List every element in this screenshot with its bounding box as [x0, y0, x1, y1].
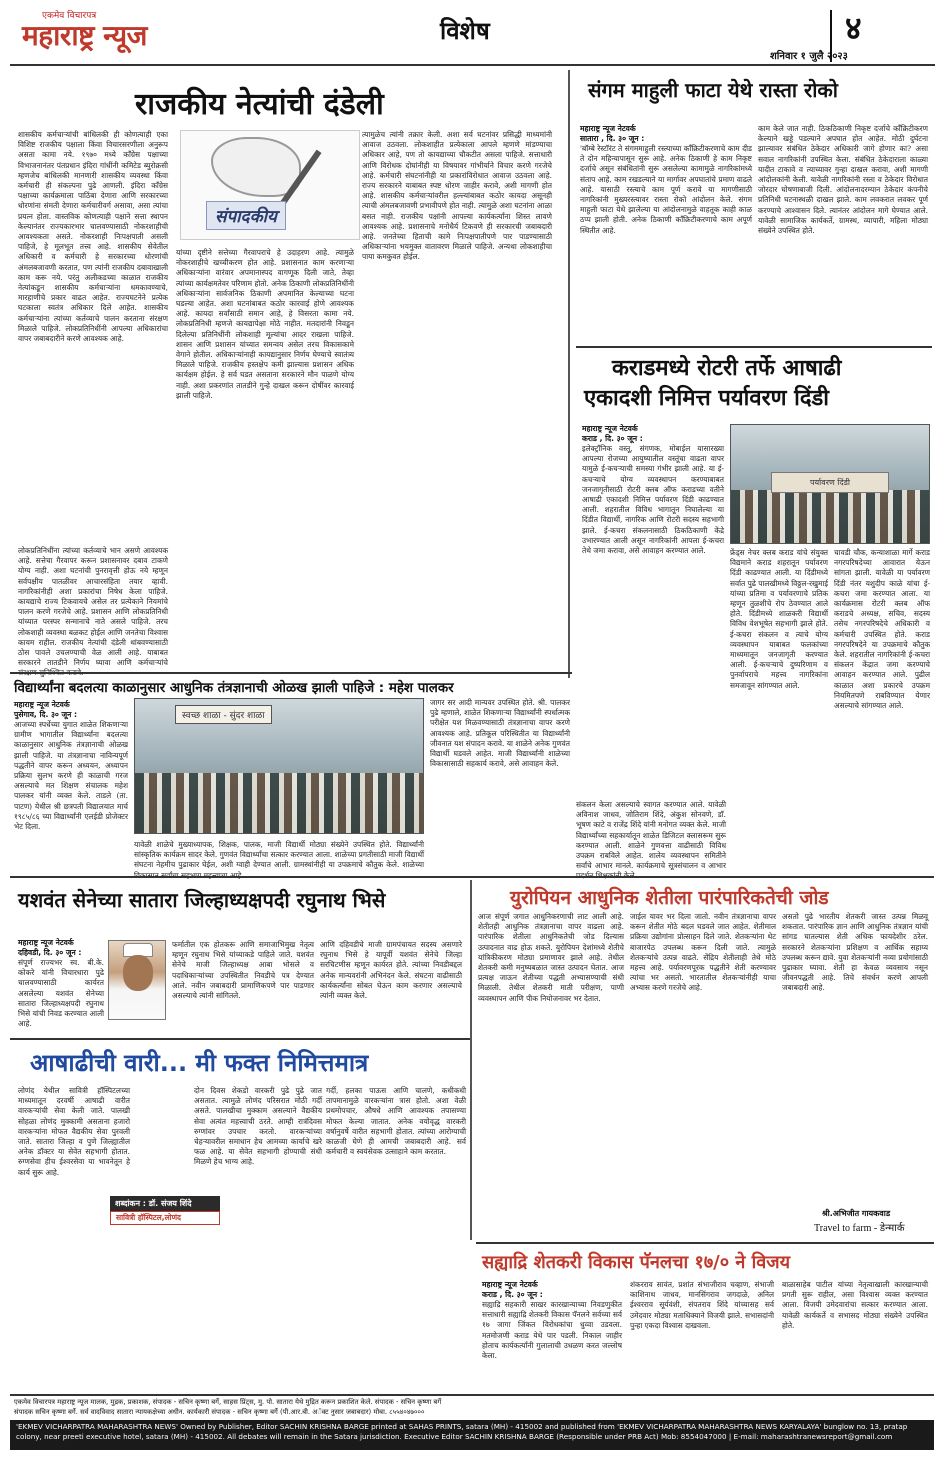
footer-divider: [10, 1394, 934, 1396]
masthead-tagline: एकमेव विचारपत्र: [42, 11, 97, 21]
school-audience: [135, 773, 423, 833]
ashadhi-column-2: दोन दिवस शेकडो वारकरी पुढे पुढे जात असतात. त्यामुळे लोणंद परिसरात मोठी गर्दी असते. पालखीचा मुक्काम असल्याने वैद्यकीय सेवा अत्यंत महत्त्वाची ठरते. आम्ही रात्रंदिवस रुग्णांवर उपचार करतो. वारकऱ्यांच्या चेहऱ्यावरील समाधान हेच आमच्या कार्याचे खरे फळ आहे. या सेवेत सहभागी होण्याची संधी मिळणे हेच भाग्य आहे.: [194, 1086, 322, 1167]
european-credit-line: Travel to farm - डेन्मार्क: [814, 1223, 905, 1234]
student-column-1: आजच्या स्पर्धेच्या युगात शाळेत शिकणाऱ्या ग्रामीण भागातील विद्यार्थ्यांना बदलत्या काळानुसार आधुनिक तंत्रज्ञानाची ओळख झाली पाहिजे. या तंत्रज्ञानाचा नाविन्यपूर्ण पद्धतीने वापर करून अध्ययन, अध्यापन प्रक्रिया सुलभ करणे ही काळाची गरज असल्याचे मत शिक्षण संचालक महेश पालकर यांनी व्यक्त केले. ताडले (ता. पाटण) येथील श्री छत्रपती विद्यालयात मार्च १९८५/८६ च्या विद्यार्थ्यांनी एलईडी प्रोजेक्टर भेट दिला.: [14, 720, 128, 832]
sahyadri-byline: महाराष्ट्र न्यूज नेटवर्क: [482, 1280, 538, 1289]
sahyadri-column-1: सह्याद्रि सहकारी साखर कारखान्याच्या निवडणुकीत सत्ताधारी सह्याद्रि शेतकरी विकास पॅनलने सर्वच्या सर्व १७ जागा जिंकत विरोधकांचा धुव्वा उडवला. मतमोजणी कराड येथे पार पडली. निकाल जाहीर होताच कार्यकर्त्यांनी गुलालाची उधळण करत जल्लोष केला.: [482, 1300, 622, 1361]
editorial-column-2: यांच्या दृष्टीने सत्तेच्या गैरवापराचे हे उदाहरण आहे. त्यामुळे नोकरशाहीचे खच्चीकरण होत आहे. प्रशासनात काम करणाऱ्या अधिकाऱ्यांना वारंवार अपमानास्पद वागणूक दिली जाते, तेव्हा त्यांच्या कार्यक्षमतेवर परिणाम होतो. अनेक ठिकाणी लोकप्रतिनिधींनी अधिकाऱ्यांना सार्वजनिक ठिकाणी अपमानित केल्याच्या घटना घडल्या आहेत. अशा घटनांबाबत कठोर कारवाई होणे आवश्यक आहे. कायदा सर्वांसाठी समान आहे, हे विसरता कामा नये. लोकप्रतिनिधी म्हणजे कायद्यापेक्षा मोठे नाहीत. मतदारांनी निवडून दिलेल्या प्रतिनिधींनी लोकशाही मूल्यांचा आदर राखला पाहिजे. शासन आणि प्रशासन यांच्यात समन्वय असेल तरच विकासकामे वेगाने होतील. अधिकाऱ्यांनाही कायद्यानुसार निर्णय घेण्याचे स्वातंत्र्य मिळाले पाहिजे. राजकीय हस्तक्षेप कमी झाल्यास प्रशासन अधिक कार्यक्षम होईल. हे सर्व घडत असताना सरकारने मौन पाळणे योग्य नाही. अशा प्रकरणांत तातडीने गुन्हे दाखल करून दोषींवर कारवाई झाली पाहिजे.: [176, 248, 354, 400]
section-divider: [476, 1242, 934, 1244]
ashadhi-column-1: लोणंद येथील सावित्री हॉस्पिटलच्या माध्यमातून दरवर्षी आषाढी वारीत वारकऱ्यांची सेवा केली जाते. पालखी सोहळा लोणंद मुक्कामी असताना हजारो वारकऱ्यांना मोफत वैद्यकीय सेवा पुरवली जाते. सातारा जिल्हा व पुणे जिल्ह्यातील अनेक डॉक्टर या सेवेत सहभागी होतात. रुग्णसेवा हीच ईश्वरसेवा या भावनेतून हे कार्य सुरू आहे.: [18, 1086, 130, 1177]
school-photo: [134, 698, 424, 834]
rally-photo: [730, 424, 930, 544]
section-divider: [10, 672, 572, 674]
sangam-byline: महाराष्ट्र न्यूज नेटवर्क: [580, 124, 636, 133]
yashwant-headline: यशवंत सेनेच्या सातारा जिल्हाध्यक्षपदी रघुनाथ भिसे: [18, 888, 386, 912]
student-dateline: पुसेगाव, दि. ३० जून :: [14, 710, 78, 719]
section-divider: [576, 346, 932, 348]
european-column-3: असतो पुढे भारतीय शेतकरी जास्त उत्पन्न मिळवू शकतात. पारंपारिक ज्ञान आणि आधुनिक तंत्रज्ञान यांची सांगड घातल्यास शेती अधिक फायदेशीर ठरेल. सरकारने शेतकऱ्यांना प्रशिक्षण व आर्थिक सहाय्य उपलब्ध करून द्यावे. युवा शेतकऱ्यांनी नव्या प्रयोगांसाठी पुढाकार घ्यावा. शेती हा केवळ व्यवसाय नसून जीवनपद्धती आहे. तिचे संवर्धन करणे आपली जबाबदारी आहे.: [782, 912, 928, 993]
page-number: ४: [845, 9, 862, 47]
ashadhi-column-3: गर्दी, हलका पाऊस आणि चालणे, कधीकधी तापमानामुळे वारकऱ्यांना त्रास होतो. अशा वेळी प्रथमोपचार, औषधे आणि आवश्यक तपासण्या मोफत केल्या जातात. अनेक वयोवृद्ध वारकरी वर्षानुवर्षे वारीत सहभागी होतात. त्यांच्या आरोग्याची काळजी घेणे ही आमची जबाबदारी आहे. सर्व कर्मचारी व स्वयंसेवक उत्साहाने काम करतात.: [326, 1086, 466, 1157]
editorial-headline: राजकीय नेत्यांची दंडेली: [135, 87, 384, 122]
ashadhi-headline: आषाढीची वारी... मी फक्त निमित्तमात्र: [30, 1049, 369, 1077]
english-imprint: 'EKMEV VICHARPATRA MAHARASHTRA NEWS' Owned by Publisher, Editor SACHIN KRISHNA BARGE printed at SAHAS PRINTS, satara (MH) - 415002 and published from 'EKMEV VICHARPATRA MAHARASHTRA NEWS KARYALAYA' bunglow no. 13, pratap colony, near preeti executive hotel, satara (MH) - 415002. All debates will remain in the Satara jurisdiction. Executive Editor SACHIN KRISHNA BARGE (Responsible under PRB Act) Mob: 8554047000 | E-mail: maharashtranewsreport@gmail.com: [10, 1420, 934, 1450]
column-divider: [470, 880, 472, 1240]
issue-date: शनिवार १ जुलै २०२३: [770, 51, 848, 62]
yashwant-byline: महाराष्ट्र न्यूज नेटवर्क: [18, 938, 74, 947]
karad-byline: महाराष्ट्र न्यूज नेटवर्क: [582, 424, 638, 433]
karad-column-1: इलेक्ट्रॉनिक वस्तू, संगणक, मोबाईल यासारख्या आपल्या रोजच्या आयुष्यातील वस्तूंचा वाढता वापर यामुळे ई-कचऱ्याची समस्या गंभीर झाली आहे. या ई-कचऱ्याचे योग्य व्यवस्थापन करण्याबाबत जनजागृतीसाठी रोटरी क्लब ऑफ कराडच्या वतीने आषाढी एकादशी निमित्त पर्यावरण दिंडी काढण्यात आली. शहरातील विविध भागातून निघालेल्या या दिंडीत विद्यार्थी, नागरिक आणि रोटरी सदस्य सहभागी झाले. ई-कचरा संकलनासाठी ठिकठिकाणी केंद्रे उभारण्यात आली असून नागरिकांनी आपला ई-कचरा तेथे जमा करावा, असे आवाहन करण्यात आले.: [582, 444, 724, 556]
yashwant-column-3: आणि दहिवडीचे माजी ग्रामपंचायत सदस्य असणारे रघुनाथ भिसे हे यापूर्वी यशवंत सेनेचे जिल्हा सरचिटणीस म्हणून कार्यरत होते. त्यांच्या निवडीबद्दल अनेक मान्यवरांनी अभिनंदन केले. संघटना वाढीसाठी कार्यकर्त्यांना सोबत घेऊन काम करणार असल्याचे त्यांनी व्यक्त केले.: [320, 940, 462, 1001]
rally-banner: पर्यावरण दिंडी: [771, 472, 890, 493]
student-column-2: जागर सर आदी मान्यवर उपस्थित होते. श्री. पालकर पुढे म्हणाले, शाळेत शिकणाऱ्या विद्यार्थ्यांनी स्पर्धात्मक परीक्षेत यश मिळवण्यासाठी तंत्रज्ञानाचा वापर करणे आवश्यक आहे. प्रतिकूल परिस्थितीत या विद्यार्थ्यांनी जीवनात यश संपादन करावे. या शाळेने अनेक गुणवंत विद्यार्थी घडवले आहेत. माजी विद्यार्थ्यांनी शाळेच्या विकासासाठी सहकार्य करावे, असे आवाहन केले.: [430, 698, 570, 769]
imprint-line-2: संपादक सचिन कृष्णा बर्गे. सर्व वादविवाद सातारा न्यायकक्षेच्या अधीन. कार्यकारी संपादक - सचिन कृष्णा बर्गे (पी.आर.बी. अॅक्ट नुसार जबाबदार) मोबा. ८५५४०४७०००: [14, 1408, 425, 1416]
student-column-3: संकलन केला असल्याचे स्वागत करण्यात आले. यावेळी अविनाश जाधव, जोतिराम शिंदे, अंकुश सोनवणे, डॉ. भूषण काटे व राजेंद्र शिंदे यांनी मनोगत व्यक्त केले. माजी विद्यार्थ्यांच्या सहकार्यातून शाळेत डिजिटल क्लासरूम सुरू करण्यात आली. शाळेने गुणवत्ता वाढीसाठी विविध उपक्रम राबविले आहेत. शालेय व्यवस्थापन समितीने सर्वांचे आभार मानले. कार्यक्रमाचे सूत्रसंचालन व आभार: [576, 800, 726, 871]
student-headline: विद्यार्थ्यांना बदलत्या काळानुसार आधुनिक तंत्रज्ञानाची ओळख झाली पाहिजे : महेश पालकर: [14, 681, 454, 696]
karad-column-3: चावडी चौक, कन्याशाळा मार्गे कराड नगरपरिषदेच्या आवारात येऊन सांगता झाली. यावेळी या पर्यावरण दिंडी नंतर यशुदीप काळे यांचा ई-कचरा जमा करण्यात आला. या कार्यक्रमास रोटरी क्लब ऑफ कराडचे अध्यक्ष, सचिव, सदस्य तसेच नगरपरिषदेचे अधिकारी व कर्मचारी उपस्थित होते. कराड नगरपरिषदेने या उपक्रमाचे कौतुक केले. शहरातील नागरिकांनी ई-कचरा संकलन केंद्रात जमा करण्याचे आवाहन करण्यात आले. पुढील काळात अशा प्रकारचे उपक्रम नियमितपणे राबविण्यात येणार असल्याचे सांगण्यात आले.: [834, 548, 930, 711]
raghunath-bhise-photo: [108, 940, 166, 1020]
editorial-column-3: त्यामुळेच त्यांनी तक्रार केली. अशा सर्व घटनांवर प्रसिद्धी माध्यमांनी आवाज उठवला. लोकशाहीत प्रत्येकाला आपले म्हणणे मांडण्याचा अधिकार आहे, पण तो कायद्याच्या चौकटीत असला पाहिजे. सत्ताधारी आणि विरोधक दोघांनीही या विषयावर गांभीर्याने विचार करणे गरजेचे आहे. कर्मचारी संघटनांनीही या प्रकारांविरोधात आवाज उठवला आहे. राज्य सरकारने याबाबत स्पष्ट धोरण जाहीर करावे, अशी मागणी होत आहे. शासकीय कर्मचाऱ्यांवरील हल्ल्यांबाबत कठोर कायदा असूनही त्याची अंमलबजावणी प्रभावीपणे होत नाही. त्यामुळे अशा घटनांना आळा बसत नाही. राजकीय पक्षांनी आपल्या कार्यकर्त्यांना शिस्त लावणे आवश्यक आहे. प्रशासनाचे मनोधैर्य टिकवणे ही सरकारची जबाबदारी आहे. जनतेच्या हिताची कामे निःपक्षपातीपणे पार पाडण्यासाठी अधिकाऱ्यांना भयमुक्त वातावरण मिळाले पाहिजे. अन्यथा लोकशाहीचा पाया कमकुवत होईल.: [362, 130, 552, 262]
yashwant-dateline: दहिवडी, दि. ३० जून :: [18, 948, 82, 957]
face-icon: [123, 955, 153, 991]
sangam-column-1: 'बॉम्बे रेस्टॉरंट ते संगममाहुली रस्त्याच्या काँक्रिटीकरणाचे काम दीड ते दोन महिन्यापासून सुरू आहे. अनेक ठिकाणी हे काम निकृष्ट दर्जाचे असून संबंधितांनी सुरू असलेल्या कामामुळे नागरिकांमध्ये संताप आहे. काम रखडल्याने या मार्गावर अपघातांचे प्रमाण वाढले आहे. यासाठी रस्त्याचे काम पूर्ण करावे या मागणीसाठी नागरिकांनी मुख्यरस्त्यावर रास्ता रोको आंदोलन केले. संगम माहुली फाटा येथे झालेल्या या आंदोलनामुळे वाहतूक काही काळ ठप्प झाली होती. अनेक ठिकाणी काँक्रिटीकरणाचे काम अपूर्ण स्थितीत आहे.: [580, 144, 752, 235]
yashwant-column-2: फर्मातील एक होतकरू आणि समाजाभिमुख नेतृत्व म्हणून रघुनाथ भिसे यांच्याकडे पाहिले जाते. यशवंत सेनेचे माजी जिल्हाध्यक्ष आबा भोसले व पदाधिकाऱ्यांच्या उपस्थितीत निवडीचे पत्र देण्यात आले. नवीन जबाबदारी प्रामाणिकपणे पार पाडणार असल्याचे त्यांनी सांगितले.: [172, 940, 314, 1001]
rally-crowd: [731, 490, 929, 543]
sangam-headline: संगम माहुली फाटा येथे रास्ता रोको: [588, 78, 838, 102]
hand-sketch-icon: [211, 137, 301, 197]
section-divider: [10, 876, 934, 878]
section-divider: [10, 1038, 470, 1040]
european-headline: युरोपियन आधुनिक शेतीला पारंपारिकतेची जोड: [510, 887, 829, 909]
school-sign: स्वच्छ शाळा - सुंदर शाळा: [175, 705, 272, 724]
european-column-1: आज संपूर्ण जगात आधुनिकरणाची लाट आली आहे. शेतीतही आधुनिक तंत्रज्ञानाचा वापर वाढला आहे. पारंपारिक शेतीला आधुनिकतेची जोड दिल्यास उत्पादनात वाढ होऊ शकते. युरोपियन देशांमध्ये शेतीचे यांत्रिकीकरण मोठ्या प्रमाणावर झाले आहे. तेथील शेतकरी कमी मनुष्यबळात जास्त उत्पादन घेतात. आज प्रत्यक्ष जाऊन शेतीच्या पद्धती अभ्यासण्याची संधी मिळाली. तेथील शेतकरी माती परीक्षण, पाणी व्यवस्थापन आणि पीक नियोजनावर भर देतात.: [478, 912, 624, 1003]
karad-headline-line1: कराडमध्ये रोटरी तर्फे आषाढी: [612, 356, 842, 381]
sahyadri-dateline: कराड , दि. ३० जून :: [482, 1290, 543, 1299]
sangam-dateline: सातारा , दि. ३० जून :: [580, 134, 645, 143]
yashwant-column-1: संपूर्ण राज्यभर स्व. बी.के. कोकरे यांनी विचारधारा पुढे चालवण्यासाठी कार्यरत असलेल्या यशवंत सेनेच्या सातारा जिल्हाध्यक्षपदी रघुनाथ भिसे यांची निवड करण्यात आली आहे.: [18, 958, 104, 1029]
editorial-sketch: [180, 130, 360, 240]
masthead-brand: महाराष्ट्र न्यूज: [22, 19, 147, 52]
column-divider: [568, 70, 570, 678]
european-credit-name: श्री.अभिजीत गायकवाड: [822, 1209, 891, 1218]
karad-dateline: कराड , दि. ३० जून :: [582, 434, 643, 443]
editorial-column-1: शासकीय कर्मचाऱ्यांची बांधिलकी ही कोणत्याही एका विशिष्ट राजकीय पक्षाला किंवा विचारसरणीला अनुरूप असता कामा नये. १९७० मध्ये काँग्रेस पक्षाच्या विभाजनानंतर पंतप्रधान इंदिरा गांधींनी कमिटेड ब्युरोक्रसी म्हणजेच बांधिलकी मानणारी शासकीय व्यवस्था किंवा कर्मचारी ही संकल्पना पुढे आणली. इंदिरा काँग्रेस पक्षाच्या कार्यक्रमाला पाठिंबा देणारा आणि सरकारच्या धोरणांना संमती देणारा कर्मचारीवर्ग असावा, असा त्यांचा प्रयत्न होता. वास्तविक कोणत्याही पक्षाने सत्ता स्थापन केल्यानंतर राज्यकारभार चालवण्यासाठी नोकरशाहीची आवश्यकता असते. नोकरशाही निःपक्षपाती असली पाहिजे, हे मूलभूत तत्त्व आहे. शासकीय सेवेतील अधिकारी व कर्मचारी हे सरकारच्या धोरणांची अंमलबजावणी करतात, पण त्यांनी राजकीय दबावाखाली काम करू नये. परंतु अलीकडच्या काळात राजकीय नेत्यांकडून शासकीय कर्मचाऱ्यांना धमकावण्याचे, मारहाणीचे प्रकार वाढत आहेत. राज्यघटनेने प्रत्येक घटकाला स्वतंत्र अधिकार दिले आहेत. शासकीय कर्मचाऱ्यांना त्यांच्या कर्तव्याचे पालन करताना संरक्षण मिळाले पाहिजे. लोकप्रतिनिधींनी आपल्या अधिकारांचा वापर जबाबदारीने करणे आवश्यक आहे.: [18, 130, 168, 344]
sahyadri-column-2: शंकरराव सावंत, प्रशांत संभाजीराव चव्हाण, संभाजी काशिनाथ जाधव, मानसिंगराव जगदाळे, अनिल ईश्वरराव सूर्यवंशी, संपतराव शिंदे यांच्यासह सर्व उमेदवार मोठ्या मताधिक्याने विजयी झाले. सभासदांनी पुन्हा एकदा विश्वास दाखवला.: [630, 1280, 774, 1330]
masthead: [10, 4, 935, 66]
sahyadri-headline: सह्याद्रि शेतकरी विकास पॅनलचा १७/० ने विजय: [482, 1252, 791, 1273]
editorial-column-4: लोकप्रतिनिधींना त्यांच्या कर्तव्याचे भान असणे आवश्यक आहे. सत्तेचा गैरवापर करून प्रशासनावर दबाव टाकणे योग्य नाही. अशा घटनांची पुनरावृत्ती होऊ नये म्हणून सर्वपक्षीय पातळीवर आचारसंहिता तयार व्हावी. नागरिकांनीही अशा प्रकारांचा निषेध केला पाहिजे. कायद्याचे राज्य टिकवायचे असेल तर प्रत्येकाने नियमांचे पालन करणे गरजेचे आहे. प्रशासन आणि लोकप्रतिनिधी यांच्यात परस्पर सन्मानाचे नाते असले पाहिजे. तरच लोकशाही व्यवस्था बळकट होईल आणि जनतेचा विश्वास कायम राहील. राजकीय नेत्यांची दंडेली थांबवण्यासाठी ठोस पावले उचलण्याची वेळ आली आहे. याबाबत सरकारने तातडीने निर्णय घ्यावा आणि कर्मचाऱ्यांचे: [18, 546, 168, 668]
karad-column-2: फ्रेंड्स नेचर क्लब कराड यांचे संयुक्त विद्यमाने कराड शहरातून पर्यावरण दिंडी काढण्यात आली. या दिंडीमध्ये सर्वात पुढे पालखीमध्ये विठ्ठल-रखुमाई यांच्या प्रतिमा व पर्यावरणाचे प्रतिक म्हणून तुळशीचे रोप ठेवण्यात आले होते. दिंडीमध्ये शाळकरी विद्यार्थी विविध वेशभूषेत सहभागी झाले होते. ई-कचरा संकलन व त्याचे योग्य व्यवस्थापन याबाबत फलकांच्या माध्यमातून जनजागृती करण्यात आली. ई-कचऱ्याचे दुष्परिणाम व पुनर्वापराचे महत्त्व नागरिकांना समजावून सांगण्यात आले.: [730, 548, 828, 690]
european-column-2: जाईल यावर भर दिला जातो. नवीन तंत्रज्ञानाचा वापर करून शेतीत मोठे बदल घडवले जात आहेत. शेतीमाल प्रक्रिया उद्योगांना प्रोत्साहन दिले जाते. शेतकऱ्यांना थेट बाजारपेठ उपलब्ध करून दिली जाते. त्यामुळे शेतकऱ्यांचे उत्पन्न वाढते. सेंद्रिय शेतीलाही तेथे मोठे महत्त्व आहे. पर्यावरणपूरक पद्धतीने शेती करण्यावर त्यांचा भर असतो. भारतातील शेतकऱ्यांनीही याचा अभ्यास करणे गरजेचे आहे.: [630, 912, 776, 993]
section-title: विशेष: [440, 17, 490, 45]
karad-headline-line2: एकादशी निमित्त पर्यावरण दिंडी: [584, 386, 829, 411]
sangam-column-2: काम केले जात नाही. ठिकठिकाणी निकृष्ट दर्जाचे काँक्रिटीकरण केल्याने खड्डे पडल्याने अपघात होत आहेत. मोठी दुर्घटना झाल्यावर संबंधित ठेकेदार अधिकारी जागे होणार का? असा सवाल नागरिकांनी उपस्थित केला. संबंधित ठेकेदाराला काळ्या यादीत टाकावे व त्याच्यावर गुन्हा दाखल करावा, अशी मागणी आंदोलकांनी केली. यावेळी नागरिकांनी रस्ता व ठेकेदार विरोधात जोरदार घोषणाबाजी दिली. आंदोलनादरम्यान ठेकेदार कंपनीचे प्रतिनिधी घटनास्थळी दाखल झाले. काम लवकरात लवकर पूर्ण करण्याचे आश्वासन दिले. त्यानंतर आंदोलन मागे घेण्यात आले. यावेळी सामाजिक कार्यकर्ते, ग्रामस्थ, व्यापारी, महिला मोठ्या संख्येने उपस्थित होते.: [758, 124, 928, 236]
author-subtitle: सावित्री हॉस्पिटल,लोणंद: [110, 1211, 220, 1225]
author-label: शब्दांकन : डॉ. संजय शिंदे: [110, 1196, 220, 1211]
student-column-4: यावेळी शाळेचे मुख्याध्यापक, शिक्षक, पालक, माजी विद्यार्थी मोठ्या संख्येने उपस्थित होते. विद्यार्थ्यांनी सांस्कृतिक कार्यक्रम सादर केले. गुणवंत विद्यार्थ्यांचा सत्कार करण्यात आला. शाळेच्या प्रगतीसाठी माजी विद्यार्थी संघटना नेहमीच पुढाकार घेईल, अशी ग्वाही देण्यात आली. ग्रामस्थांनीही या उपक्रमाचे कौतुक केले. शाळेच्या: [134, 840, 424, 870]
student-byline: महाराष्ट्र न्यूज नेटवर्क: [14, 700, 70, 709]
editorial-sketch-label: संपादकीय: [206, 201, 286, 230]
sahyadri-column-3: बाळासाहेब पाटील यांच्या नेतृत्वाखाली कारखान्याची प्रगती सुरू राहील, असा विश्वास व्यक्त करण्यात आला. विजयी उमेदवारांचा सत्कार करण्यात आला. यावेळी कार्यकर्ते व सभासद मोठ्या संख्येने उपस्थित होते.: [782, 1280, 928, 1330]
imprint-line-1: एकमेव विचारपत्र महाराष्ट्र न्यूज मालक, मुद्रक, प्रकाशक, संपादक - सचिन कृष्णा बर्गे, साहस प्रिंट्स, मु. पो. सातारा येथे मुद्रित करून प्रकाशित केले. संपादक - सचिन कृष्णा बर्गे: [14, 1398, 442, 1406]
